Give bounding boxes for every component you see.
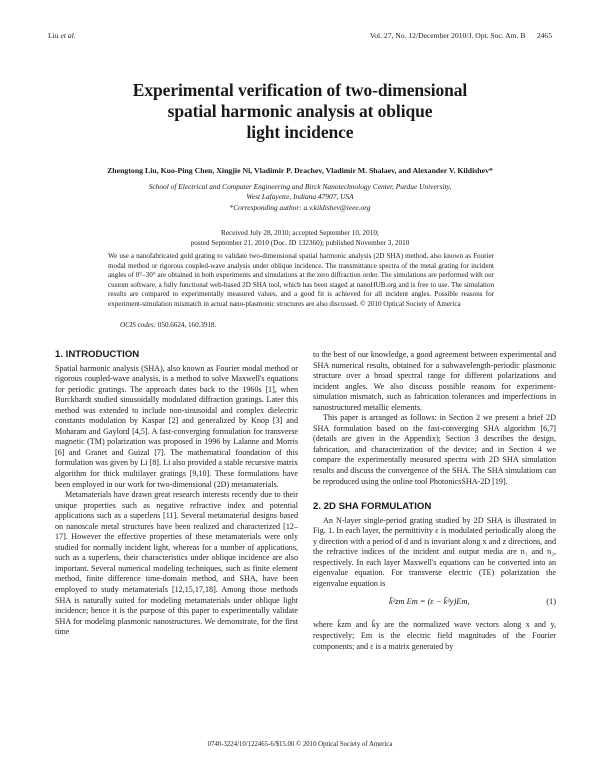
equation-1 — [313, 595, 556, 613]
section-heading-introduction: 1. INTRODUCTION — [55, 349, 140, 360]
sha-paragraph-1: An N-layer single-period grating studied by 2D SHA is illustrated in Fig. 1. In each layer, the permittivity ε is modulated periodically along the y direction with a period of d and is invariant along x and z directions, and the refractive indices of the incident and output media are n₁ and n₂, respectively. In each layer Maxwell's equations can be converted into an eigenvalue equation. For transverse electric (TE) polarization the eigenvalue equation is — [313, 515, 556, 588]
intro-paragraph-1: Spatial harmonic analysis (SHA), also known as Fourier modal method or rigorous coupled-wave analysis, is a method to solve Maxwell's equations for periodic gratings. The approach dates back to the 1960s [1], when Burckhardt studied sinusoidally modulated diffraction gratings. Later this method was extended to include non-sinusoidal and complex dielectric constants modulation by Kaspar [2] and generalized by Knop [3] and Moharam and Gaylord [4,5]. A fast-converging formulation for transverse magnetic (TM) polarization was proposed in 1996 by Lalanne and Morris [6] and Granet and Guizal [7]. The mathematical foundation of this formulation was given by Li [8]. Li also provided a stable recursive matrix algorithm for thick multilayer gratings [9,10]. These formulations have been employed in our work for two-dimensional (2D) metamaterials. — [55, 363, 298, 489]
title-line: spatial harmonic analysis at oblique — [167, 101, 433, 121]
dates-line: posted September 21, 2010 (Doc. ID 132360); published November 3, 2010 — [190, 239, 410, 247]
ocis-label: OCIS codes: — [120, 321, 157, 329]
title-line: light incidence — [246, 122, 354, 142]
left-column — [55, 350, 298, 638]
ocis-values: 050.6624, 160.3918. — [157, 321, 217, 329]
publication-dates — [80, 228, 520, 248]
journal-citation: Vol. 27, No. 12/December 2010/J. Opt. Soc. Am. B — [369, 31, 526, 40]
intro-paragraph-3: to the best of our knowledge, a good agreement between experimental and SHA numerical results, obtained for a subwavelength-periodic plasmonic structure over a broad spectral range for different polarizations and incident angles. We also discuss possible reasons for experiment-simulation mismatch, such as fabrication tolerances and imperfections in nanostructured metallic elements. — [313, 350, 556, 412]
running-head-etal: et al. — [60, 31, 76, 40]
right-column — [313, 350, 556, 652]
section-heading-sha: 2. 2D SHA FORMULATION — [313, 501, 432, 513]
author-list: Zhengtong Liu, Kuo-Ping Chen, Xingjie Ni, Vladimir P. Drachev, Vladimir M. Shalaev, and Alexander V. Kildishev* — [107, 166, 493, 175]
running-head-authors — [48, 31, 76, 40]
sha-paragraph-2: where k̃zm and k̃y are the normalized wave vectors along x and y, respectively; Em is the electric field magnitudes of the Fourier components; and ε is a matrix generated by — [313, 620, 556, 651]
copyright-footer: 0740-3224/10/122465-6/$15.00 © 2010 Optical Society of America — [207, 741, 393, 748]
title-line: Experimental verification of two-dimensional — [132, 80, 468, 100]
running-head-author: Liu — [48, 31, 59, 40]
abstract: We use a nanofabricated gold grating to validate two-dimensional spatial harmonic analysis (2D SHA) method, also known as Fourier modal method or rigorous coupled-wave analysis under oblique incidence. The transmittance spectra of the metal grating for incident angles of 0°–30° are obtained in both experiments and simulations at the zero diffraction order. The simulations are performed with our custom software, a fully functional web-based 2D SHA tool, which has been staged at nanoHUB.org and is free to use. The simulation results are compared to experimentally measured values, and a good fit is achieved for all incident angles. Possible reasons for experiment-simulation mismatch in actual nano-plasmonic structures are also discussed. © 2010 Optical Society of America — [108, 252, 494, 308]
affiliation — [60, 182, 540, 213]
running-head-journal — [370, 31, 552, 40]
corresponding-author: *Corresponding author: a.v.kildishev@ieee.org — [229, 202, 371, 212]
equation-body: k̃²zm Em = (ε − k̃²y)Em, — [389, 597, 470, 607]
equation-number: (1) — [546, 597, 556, 607]
intro-paragraph-2: Metamaterials have drawn great research interests recently due to their unique properties such as negative refractive index and potential applications such as a superlens [11]. Several metamaterial designs based on nanoscale metal structures have been realized and characterized [12–17]. However the effective properties of these metamaterials were only studied for normally incident light, whereas for a number of applications, such as a superlens, their characteristics under oblique incidence are also important. Several numerical modeling techniques, such as finite element method, finite difference time-domain method, and SHA, have been employed to study metamaterials [12,15,17,18]. Among those methods SHA is naturally suited for modeling metamaterials under oblique light incidence; hence it is the purpose of this paper to experimentally validate SHA for modeling plasmonic nanostructures. We demonstrate, for the first time — [55, 490, 298, 637]
affiliation-line: School of Electrical and Computer Engineering and Birck Nanotechnology Center, Purdue University, — [148, 182, 452, 191]
page-number: 2465 — [536, 31, 552, 40]
paper-title — [40, 80, 560, 143]
dates-line: Received July 28, 2010; accepted September 10, 2010; — [221, 229, 379, 237]
ocis-codes — [120, 321, 216, 329]
affiliation-line: West Lafayette, Indiana 47907, USA — [246, 192, 354, 202]
intro-paragraph-4: This paper is arranged as follows: in Section 2 we present a brief 2D SHA formulation based on the fast-converging SHA algorithm [6,7] (details are given in the Appendix); Section 3 describes the design, fabrication, and characterization of the device; and in Section 4 we compare the experimentally measured spectra with 2D SHA simulation results and discuss the convergence of the SHA. The SHA simulations can be reproduced using the online tool PhotonicsSHA-2D [19]. — [313, 413, 556, 486]
